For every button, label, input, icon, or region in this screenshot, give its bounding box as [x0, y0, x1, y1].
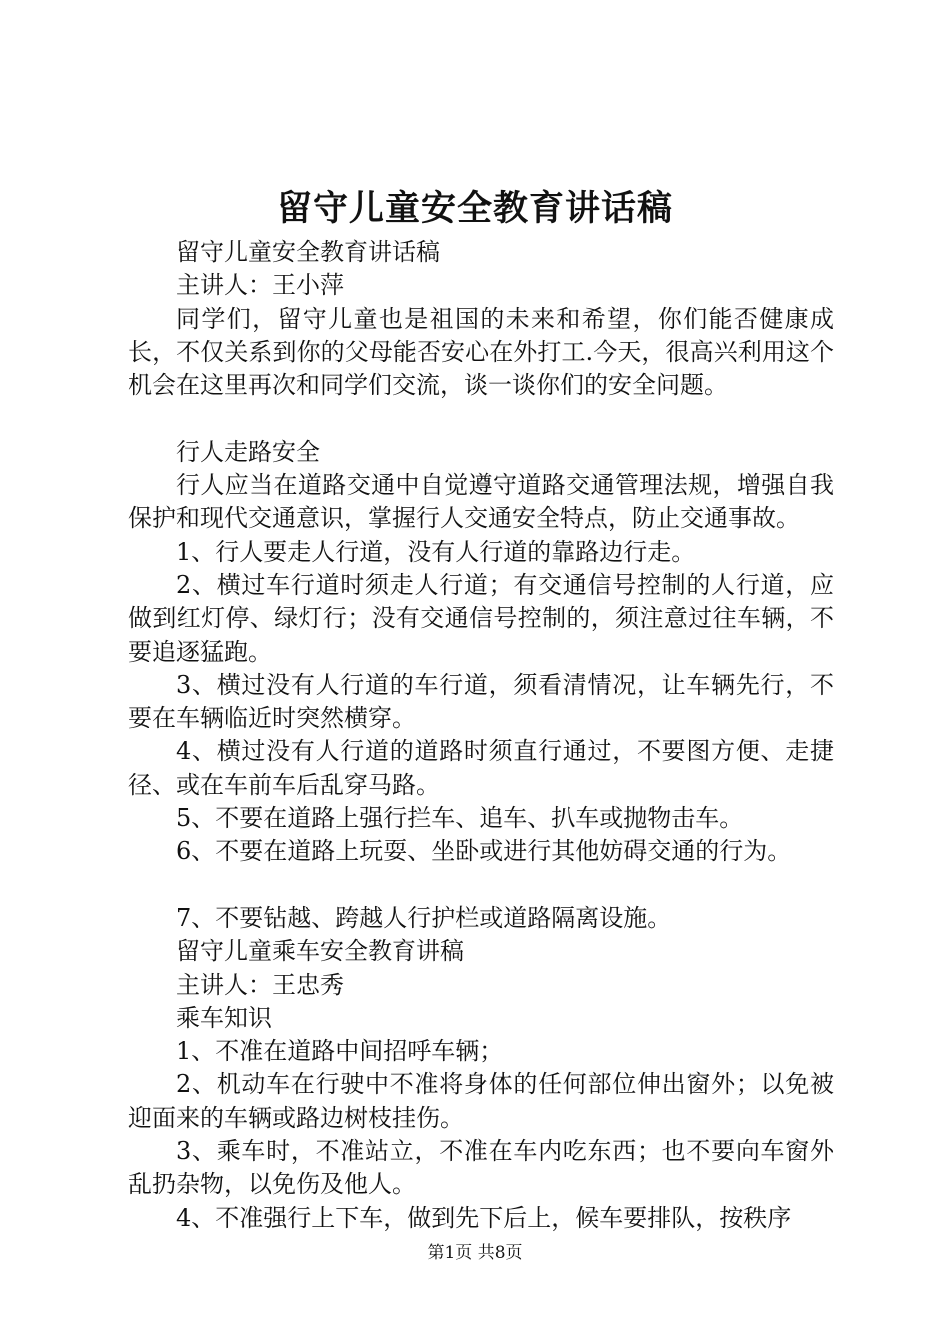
paragraph-subtitle: 留守儿童安全教育讲话稿	[176, 238, 440, 266]
rule-item: 5、不要在道路上强行拦车、追车、扒车或抛物击车。	[176, 804, 744, 833]
rule-item: 3、乘车时，不准站立，不准在车内吃东西；也不要向车窗外乱扔杂物，以免伤及他人。	[128, 1137, 834, 1199]
rule-item: 4、横过没有人行道的道路时须直行通过，不要图方便、走捷径、或在车前车后乱穿马路。	[128, 737, 834, 799]
paragraph-speaker-2: 主讲人：王忠秀	[176, 970, 344, 999]
rule-item: 3、横过没有人行道的车行道，须看清情况，让车辆先行，不要在车辆临近时突然横穿。	[128, 670, 834, 733]
paragraph-subtitle-2: 留守儿童乘车安全教育讲稿	[176, 937, 464, 966]
rule-item: 1、不准在道路中间招呼车辆；	[176, 1037, 504, 1066]
section-heading-riding: 乘车知识	[176, 1003, 272, 1032]
rule-item: 2、横过车行道时须走人行道；有交通信号控制的人行道，应做到红灯停、绿灯行；没有交通信号控制的，须注意过往车辆，不要追逐猛跑。	[128, 570, 834, 666]
rule-item: 4、不准强行上下车，做到先下后上，候车要排队，按秩序	[176, 1203, 792, 1232]
page-number-footer: 第1页 共8页	[427, 1243, 523, 1263]
rule-item: 6、不要在道路上玩耍、坐卧或进行其他妨碍交通的行为。	[176, 837, 792, 866]
paragraph-pedestrian-intro: 行人应当在道路交通中自觉遵守道路交通管理法规，增强自我保护和现代交通意识，掌握行人交通安全特点，防止交通事故。	[128, 471, 834, 533]
section-heading-pedestrian: 行人走路安全	[176, 437, 320, 466]
paragraph-speaker: 主讲人：王小萍	[176, 271, 344, 300]
rule-item: 1、行人要走人行道，没有人行道的靠路边行走。	[176, 537, 696, 566]
document-title: 留守儿童安全教育讲话稿	[276, 189, 673, 229]
rule-item: 7、不要钻越、跨越人行护栏或道路隔离设施。	[176, 903, 672, 932]
document-body	[128, 236, 834, 1235]
rule-item: 2、机动车在行驶中不准将身体的任何部位伸出窗外；以免被迎面来的车辆或路边树枝挂伤。	[128, 1070, 834, 1132]
paragraph-intro: 同学们，留守儿童也是祖国的未来和希望，你们能否健康成长，不仅关系到你的父母能否安心在外打工.今天，很高兴利用这个机会在这里再次和同学们交流，谈一谈你们的安全问题。	[128, 304, 834, 400]
